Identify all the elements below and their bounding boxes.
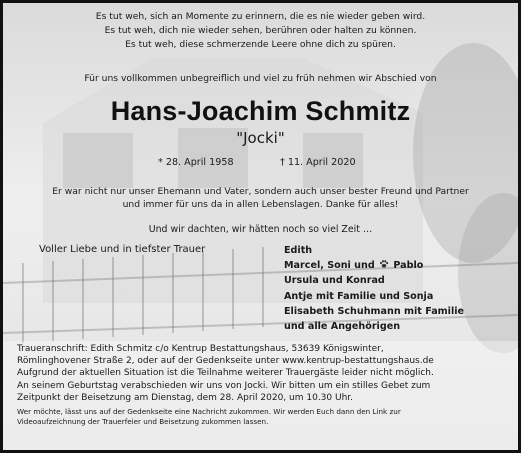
mourning-address xyxy=(17,343,509,367)
signoff-text: Voller Liebe und in tiefster Trauer xyxy=(39,244,206,255)
address-line: Traueranschrift: Edith Schmitz c/o Kentrup Bestattungshaus, 53639 Königswinter, xyxy=(17,344,384,354)
small-print xyxy=(17,407,509,427)
small-line: Videoaufzeichnung der Trauerfeier und Beisetzung zukommen lassen. xyxy=(17,417,269,427)
mourner-line: und alle Angehörigen xyxy=(284,321,401,333)
small-line: Wer möchte, lässt uns auf der Gedenkseite eine Nachricht zukommen. Wir werden Euch dann den Link zur xyxy=(17,407,401,417)
death-date: † 11. April 2020 xyxy=(280,157,356,168)
info-line: Aufgrund der aktuellen Situation ist die Teilnahme weiterer Trauergäste leider nicht möglich. xyxy=(17,368,434,379)
birth-date: * 28. April 1958 xyxy=(158,157,234,168)
mourner-line: Antje mit Familie und Sonja xyxy=(284,290,434,302)
funeral-info xyxy=(17,367,509,404)
tribute-text xyxy=(3,185,518,211)
tribute-line: Er war nicht nur unser Ehemann und Vater, sondern auch unser bester Freund und Partner xyxy=(52,186,469,197)
intro-line: Es tut weh, dich nie wieder sehen, berühren oder halten zu können. xyxy=(104,25,417,36)
intro-verse xyxy=(3,10,518,52)
mourner-name: Pablo xyxy=(393,260,424,272)
nickname: "Jocki" xyxy=(236,129,285,147)
paw-print-icon xyxy=(379,259,389,269)
thought-line: Und wir dachten, wir hätten noch so viel Zeit … xyxy=(148,224,373,235)
mourner-line: Edith xyxy=(284,245,313,256)
mourner-line xyxy=(284,258,464,273)
notice-footer xyxy=(17,343,509,427)
mourners-list xyxy=(284,243,464,334)
notice-content xyxy=(3,3,518,450)
address-line: Römlinghovener Straße 2, oder auf der Gedenkseite unter www.kentrup-bestattungshaus.de xyxy=(17,356,434,367)
mourner-line: Elisabeth Schuhmann mit Familie xyxy=(284,305,465,317)
info-line: An seinem Geburtstag verabschieden wir uns von Jocki. Wir bitten um ein stilles Gebet zum xyxy=(17,380,431,391)
intro-line: Es tut weh, diese schmerzende Leere ohne dich zu spüren. xyxy=(125,39,396,50)
tribute-line: und immer für uns da in allen Lebenslagen. Danke für alles! xyxy=(122,199,399,210)
deceased-name: Hans-Joachim Schmitz xyxy=(110,96,411,126)
mourner-line: Ursula und Konrad xyxy=(284,275,385,287)
info-line: Zeitpunkt der Beisetzung am Dienstag, dem 28. April 2020, um 10.30 Uhr. xyxy=(17,392,354,403)
lead-text: Für uns vollkommen unbegreiflich und viel zu früh nehmen wir Abschied von xyxy=(84,73,437,84)
intro-line: Es tut weh, sich an Momente zu erinnern, die es nie wieder geben wird. xyxy=(95,11,426,22)
mourner-name: Marcel, Soni und xyxy=(284,260,375,272)
